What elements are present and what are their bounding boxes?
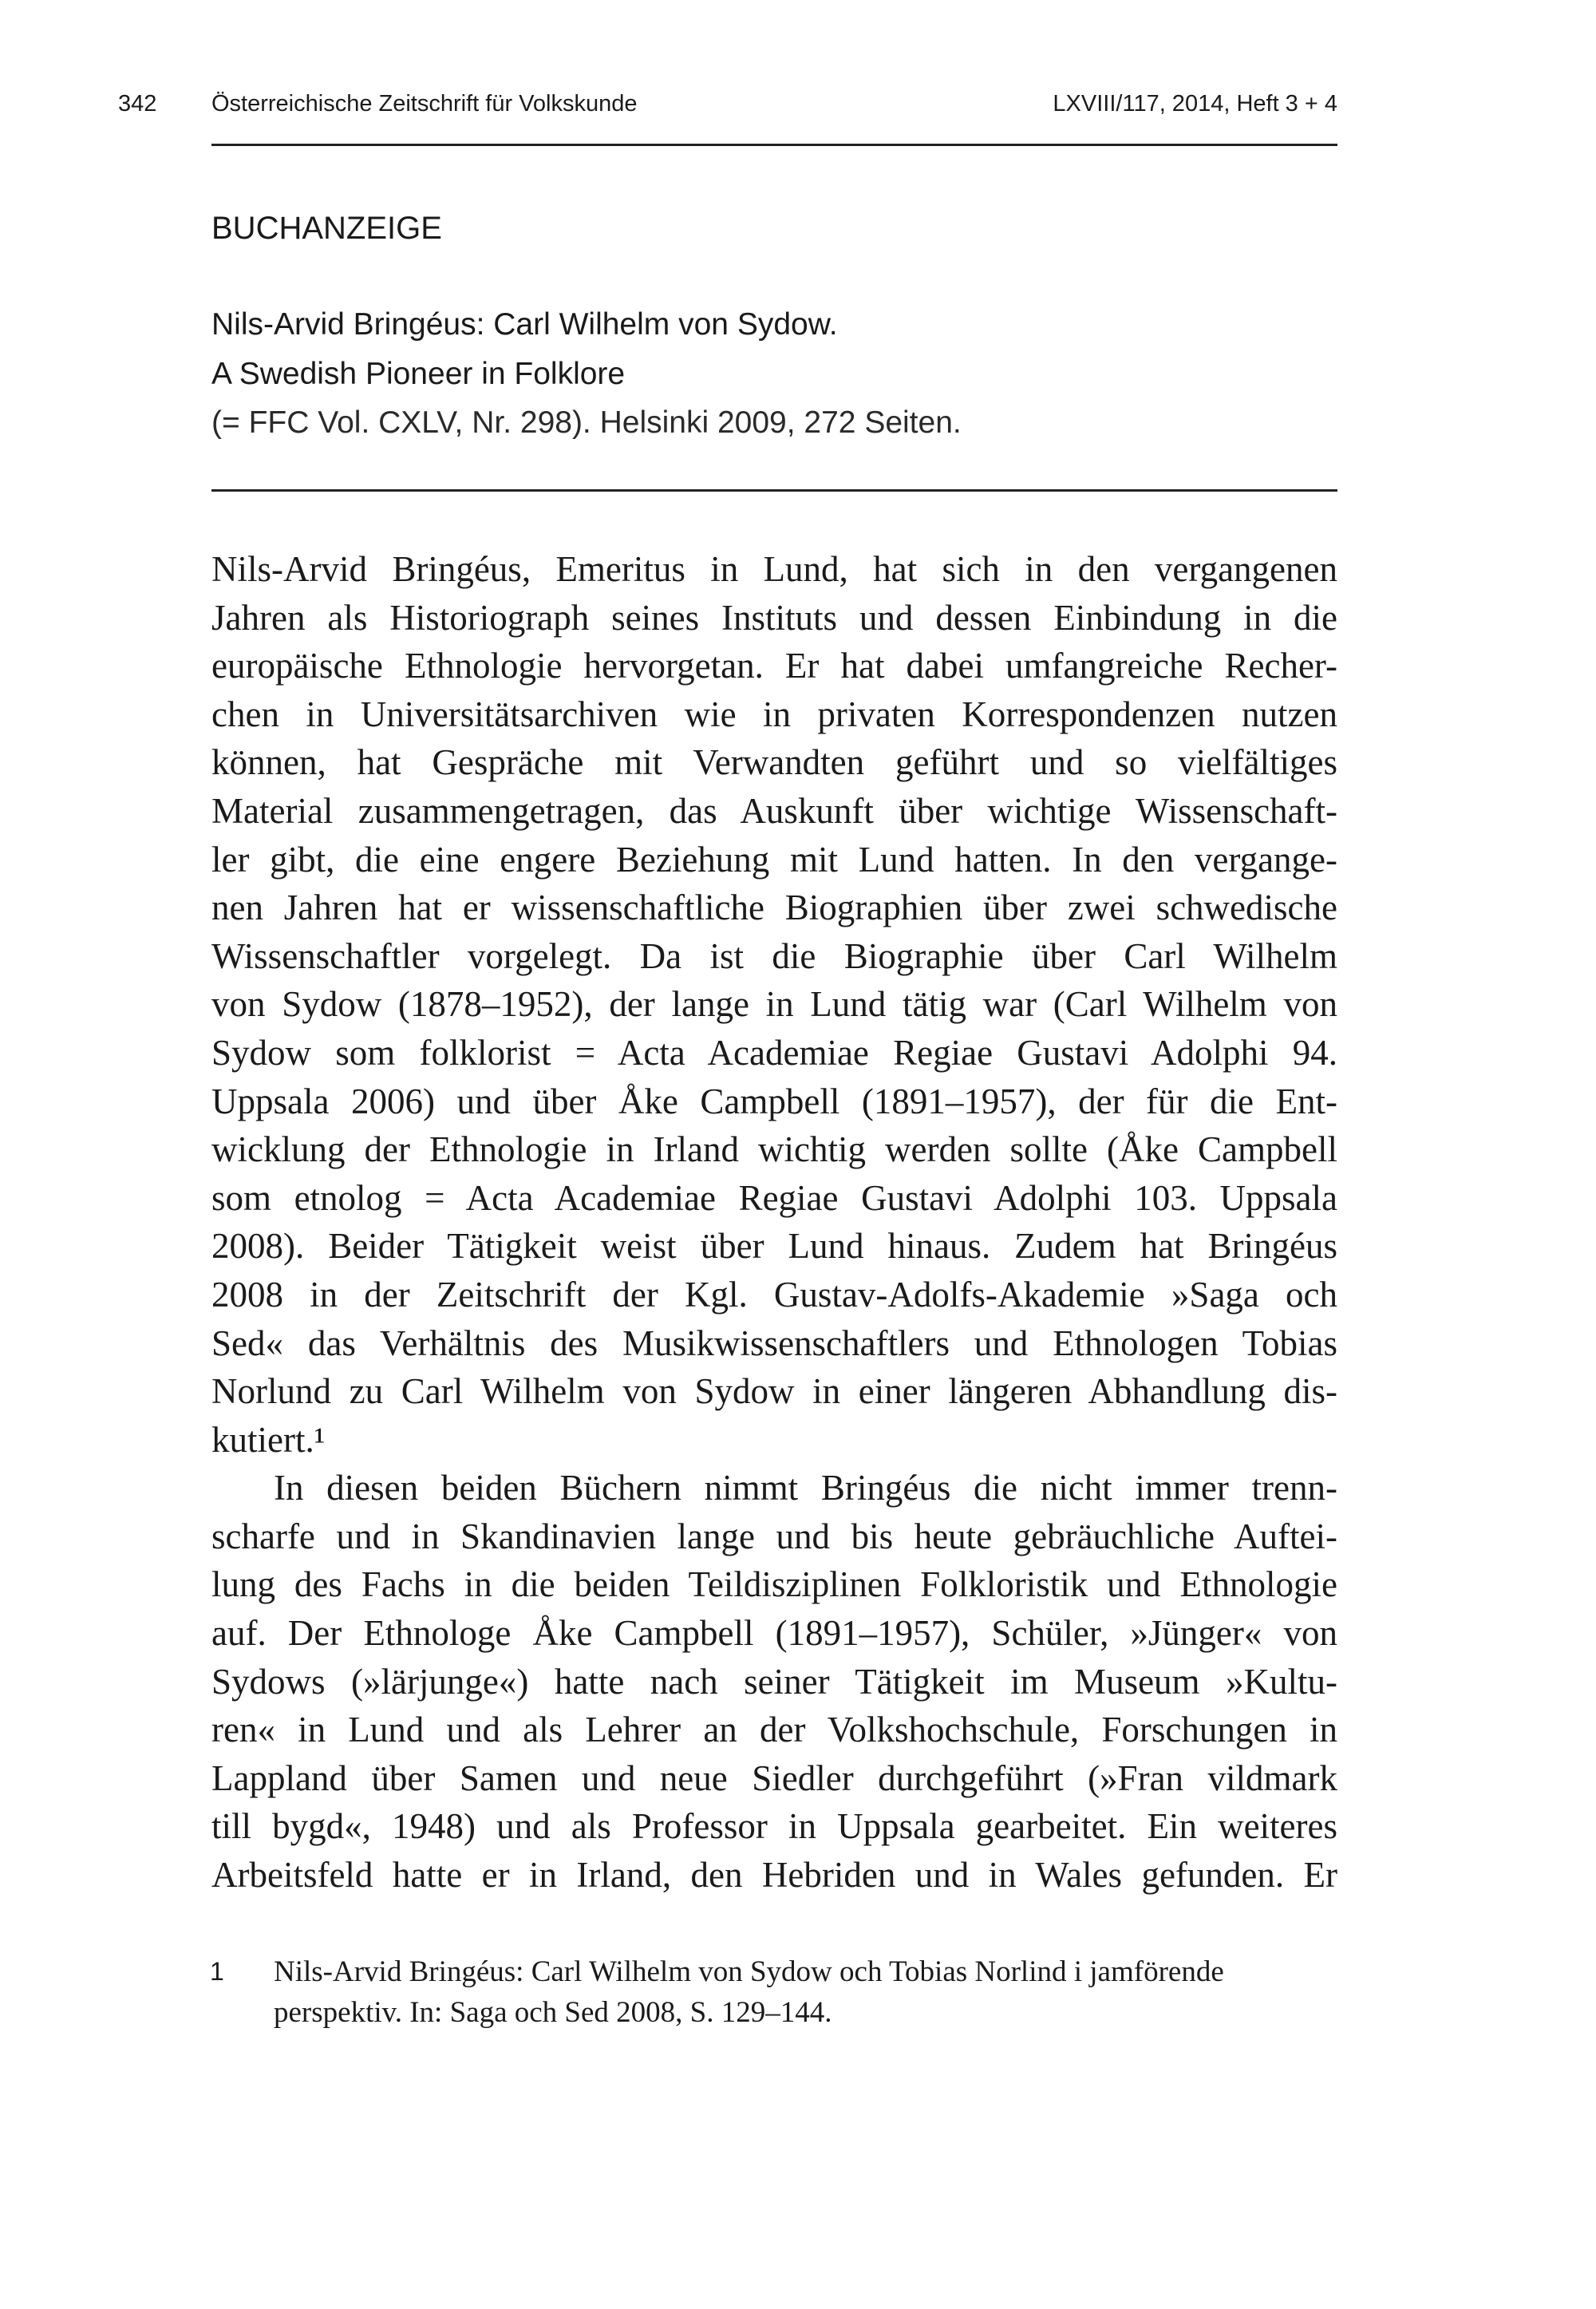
text-line-content: ren« in Lund und als Lehrer an der Volkshochschule, Forschungen in — [211, 1710, 1337, 1750]
text-line-content: Wissenschaftler vorgelegt. Da ist die Biographie über Carl Wilhelm — [211, 935, 1337, 976]
text-line-content: scharfe und in Skandinavien lange und bis heute gebräuchliche Auftei- — [211, 1516, 1337, 1556]
text-line — [211, 787, 1337, 836]
book-title-line-1: Nils-Arvid Bringéus: Carl Wilhelm von Sydow. — [211, 307, 838, 342]
text-line-content: Arbeitsfeld hatte er in Irland, den Hebriden und in Wales gefunden. Er — [211, 1855, 1337, 1896]
text-line-content: europäische Ethnologie hervorgetan. Er hat dabei umfangreiche Recher- — [211, 646, 1337, 686]
paragraph — [211, 1464, 1337, 1899]
text-line-content: wicklung der Ethnologie in Irland wichtig werden sollte (Åke Campbell — [211, 1129, 1337, 1170]
text-line — [211, 932, 1337, 981]
text-line-content: som etnolog = Acta Academiae Regiae Gustavi Adolphi 103. Uppsala — [211, 1177, 1337, 1218]
text-line-content: Jahren als Historiograph seines Instituts und dessen Einbindung in die — [211, 597, 1337, 638]
text-line — [211, 1754, 1337, 1803]
text-line-content: Norlund zu Carl Wilhelm von Sydow in einer längeren Abhandlung dis- — [211, 1371, 1337, 1412]
text-line — [211, 1222, 1337, 1271]
text-line — [211, 1802, 1337, 1851]
text-line — [211, 1029, 1337, 1077]
text-line — [211, 1174, 1337, 1223]
text-line — [211, 1512, 1337, 1561]
text-line-content: Sydow som folklorist = Acta Academiae Regiae Gustavi Adolphi 94. — [211, 1032, 1337, 1073]
text-line-content: Sydows (»lärjunge«) hatte nach seiner Tätigkeit im Museum »Kultu- — [211, 1661, 1337, 1702]
text-line — [211, 1560, 1337, 1609]
text-line-content: lung des Fachs in die beiden Teildisziplinen Folkloristik und Ethnologie — [211, 1564, 1337, 1605]
text-line — [211, 1077, 1337, 1126]
review-body — [211, 545, 1337, 1900]
text-line-content: kutiert.¹ — [211, 1419, 326, 1460]
text-line-content: Sed« das Verhältnis des Musikwissenschaftlers und Ethnologen Tobias — [211, 1323, 1337, 1363]
text-line — [211, 884, 1337, 932]
page-number: 342 — [118, 91, 157, 117]
text-line — [211, 1367, 1337, 1416]
section-label: BUCHANZEIGE — [211, 211, 442, 246]
text-line-content: von Sydow (1878–1952), der lange in Lund tätig war (Carl Wilhelm von — [211, 984, 1337, 1025]
text-line-content: auf. Der Ethnologe Åke Campbell (1891–1957), Schüler, »Jünger« von — [211, 1613, 1337, 1654]
text-line — [211, 738, 1337, 787]
book-publication-info: (= FFC Vol. CXLV, Nr. 298). Helsinki 2009, 272 Seiten. — [211, 405, 962, 440]
text-line-content: Material zusammengetragen, das Auskunft über wichtige Wissenschaft- — [211, 790, 1337, 831]
header-divider — [211, 144, 1337, 146]
text-line — [211, 1609, 1337, 1658]
text-line — [211, 1416, 1337, 1465]
footnote-text — [274, 1951, 1224, 2033]
title-divider — [211, 489, 1337, 492]
text-line-content: till bygd«, 1948) und als Professor in Uppsala gearbeitet. Ein weiteres — [211, 1806, 1337, 1847]
journal-title: Österreichische Zeitschrift für Volkskunde — [211, 91, 638, 117]
book-title-line-2: A Swedish Pioneer in Folklore — [211, 357, 626, 391]
text-line — [211, 594, 1337, 642]
text-line-content: können, hat Gespräche mit Verwandten geführt und so vielfältiges — [211, 742, 1337, 783]
text-line — [211, 1706, 1337, 1754]
text-line — [211, 1271, 1337, 1319]
text-line-content: 2008). Beider Tätigkeit weist über Lund hinaus. Zudem hat Bringéus — [211, 1226, 1337, 1267]
text-line-content: Uppsala 2006) und über Åke Campbell (1891–1957), der für die Ent- — [211, 1081, 1337, 1121]
text-line — [211, 642, 1337, 690]
text-line — [211, 1658, 1337, 1706]
text-line-content: Nils-Arvid Bringéus, Emeritus in Lund, hat sich in den vergangenen — [211, 549, 1337, 589]
text-line — [211, 1464, 1337, 1512]
text-line — [211, 1125, 1337, 1174]
text-line-content: In diesen beiden Büchern nimmt Bringéus die nicht immer trenn- — [274, 1468, 1337, 1508]
text-line-content: Lappland über Samen und neue Siedler durchgeführt (»Fran vildmark — [211, 1757, 1337, 1798]
footnote-line: Nils-Arvid Bringéus: Carl Wilhelm von Sydow och Tobias Norlind i jamförende — [274, 1955, 1224, 1988]
text-line-content: ler gibt, die eine engere Beziehung mit Lund hatten. In den vergange- — [211, 839, 1337, 880]
text-line — [211, 836, 1337, 884]
text-line-content: nen Jahren hat er wissenschaftliche Biographien über zwei schwedische — [211, 888, 1337, 928]
footnote-line: perspektiv. In: Saga och Sed 2008, S. 129–144. — [274, 1996, 832, 2029]
text-line — [211, 690, 1337, 739]
text-line-content: chen in Universitätsarchiven wie in privaten Korrespondenzen nutzen — [211, 694, 1337, 734]
text-line — [211, 1319, 1337, 1368]
text-line — [211, 1851, 1337, 1900]
text-line — [211, 545, 1337, 594]
issue-info: LXVIII/117, 2014, Heft 3 + 4 — [1053, 91, 1337, 117]
footnote-number: 1 — [210, 1957, 224, 1986]
text-line-content: 2008 in der Zeitschrift der Kgl. Gustav-Adolfs-Akademie »Saga och — [211, 1274, 1337, 1315]
text-line — [211, 980, 1337, 1029]
paragraph — [211, 545, 1337, 1464]
